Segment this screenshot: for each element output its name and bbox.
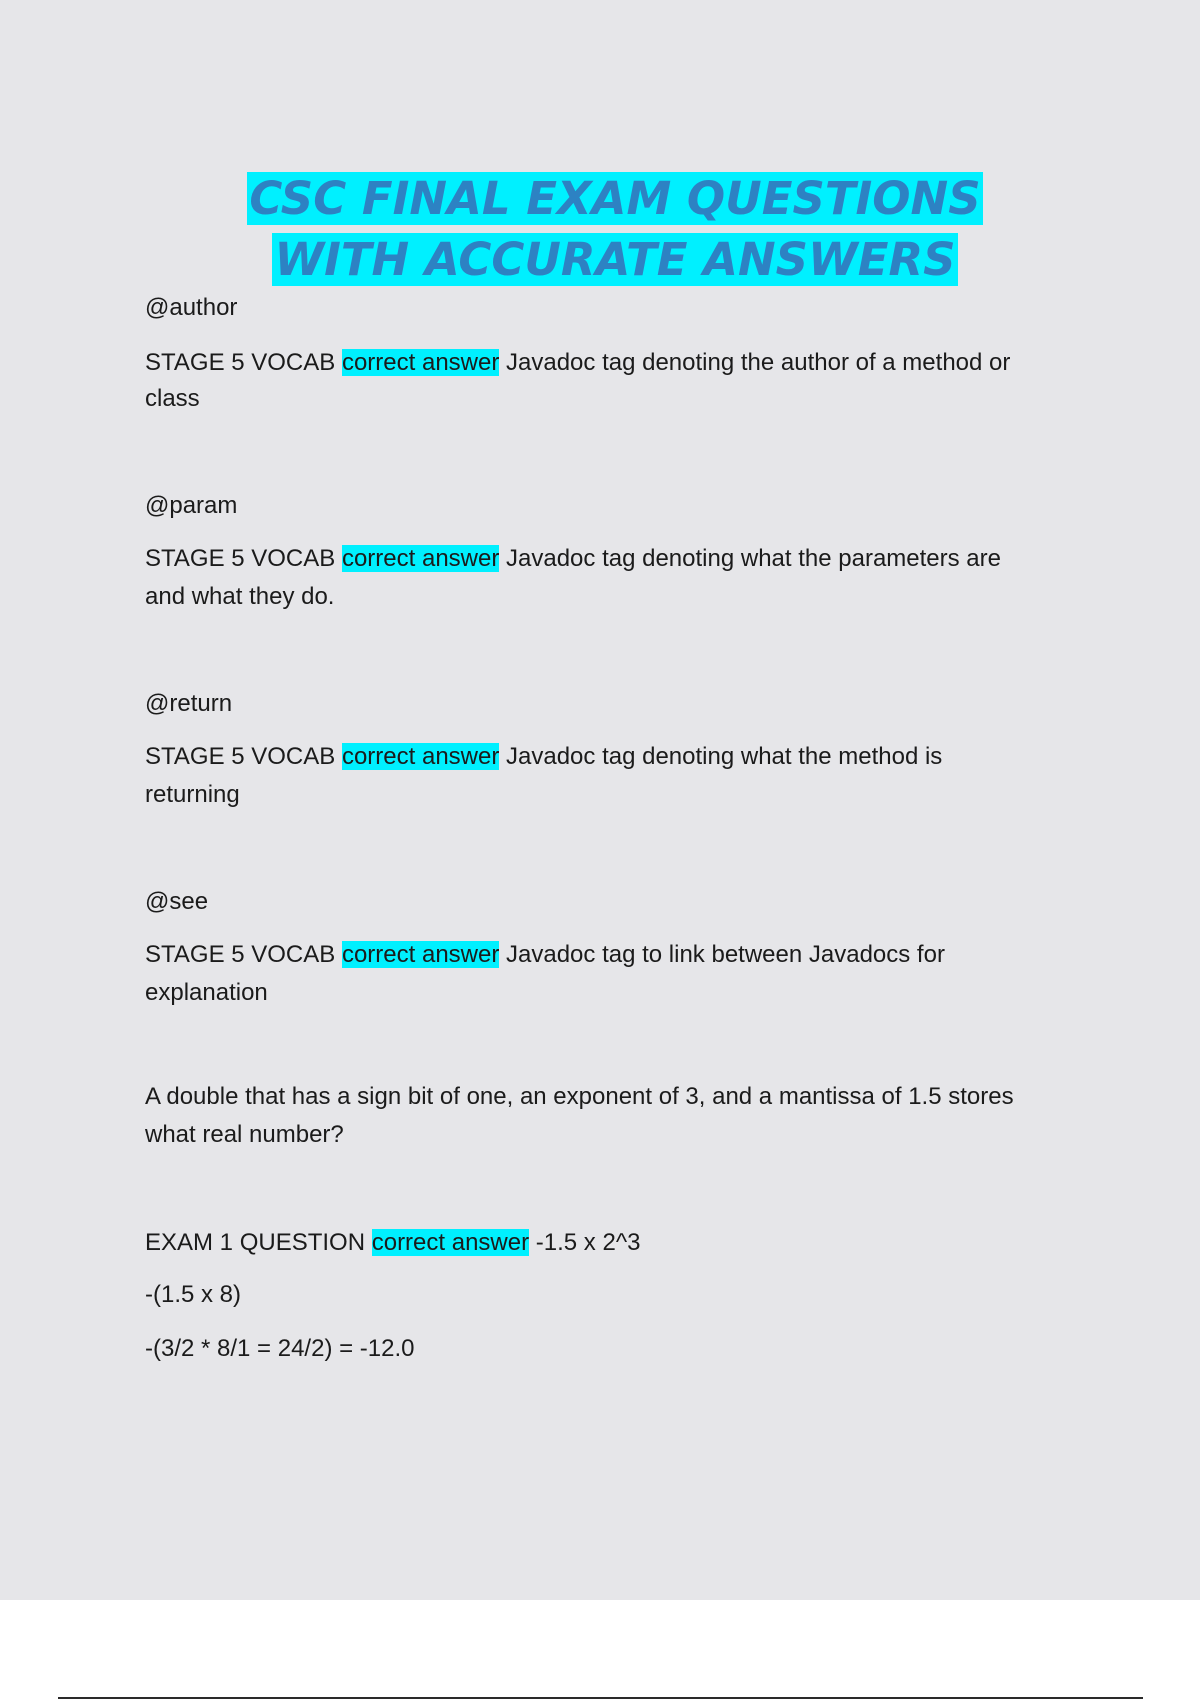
definition-return — [145, 738, 942, 776]
definition-see-continued: explanation — [145, 979, 268, 1006]
answer-text: -1.5 x 2^3 — [529, 1229, 641, 1256]
title-line-2: WITH ACCURATE ANSWERS — [274, 233, 956, 286]
term-param: @param — [145, 492, 238, 519]
answer-work-step-1: -(1.5 x 8) — [145, 1281, 242, 1308]
term-see: @see — [145, 888, 209, 915]
correct-answer-highlight: correct answer — [341, 941, 500, 968]
definition-text: Javadoc tag to link between Javadocs for — [499, 941, 945, 968]
definition-prefix: STAGE 5 VOCAB — [145, 349, 336, 376]
question-text: A double that has a sign bit of one, an exponent of 3, and a mantissa of 1.5 stores — [145, 1083, 1014, 1110]
correct-answer-highlight: correct answer — [371, 1229, 530, 1256]
definition-prefix: STAGE 5 VOCAB — [145, 545, 336, 572]
definition-author — [145, 344, 1010, 382]
answer-prefix: EXAM 1 QUESTION — [145, 1229, 366, 1256]
definition-text: Javadoc tag denoting what the parameters are — [499, 545, 1001, 572]
answer-work-step-2: -(3/2 * 8/1 = 24/2) = -12.0 — [145, 1335, 415, 1362]
definition-return-continued: returning — [145, 781, 240, 808]
question-text-continued: what real number? — [145, 1121, 344, 1148]
title-line-1: CSC FINAL EXAM QUESTIONS — [249, 172, 981, 225]
definition-text: Javadoc tag denoting the author of a method or — [499, 349, 1011, 376]
term-return: @return — [145, 690, 233, 717]
correct-answer-highlight: correct answer — [341, 545, 500, 572]
question-answer — [145, 1224, 640, 1262]
definition-param — [145, 540, 1001, 578]
definition-param-continued: and what they do. — [145, 583, 335, 610]
definition-text: Javadoc tag denoting what the method is — [499, 743, 943, 770]
correct-answer-highlight: correct answer — [341, 743, 500, 770]
definition-prefix: STAGE 5 VOCAB — [145, 743, 336, 770]
definition-see — [145, 936, 945, 974]
correct-answer-highlight: correct answer — [341, 349, 500, 376]
term-author: @author — [145, 294, 238, 321]
document-title — [145, 168, 1085, 290]
footer-divider — [58, 1697, 1143, 1699]
definition-author-continued: class — [145, 385, 200, 412]
definition-prefix: STAGE 5 VOCAB — [145, 941, 336, 968]
